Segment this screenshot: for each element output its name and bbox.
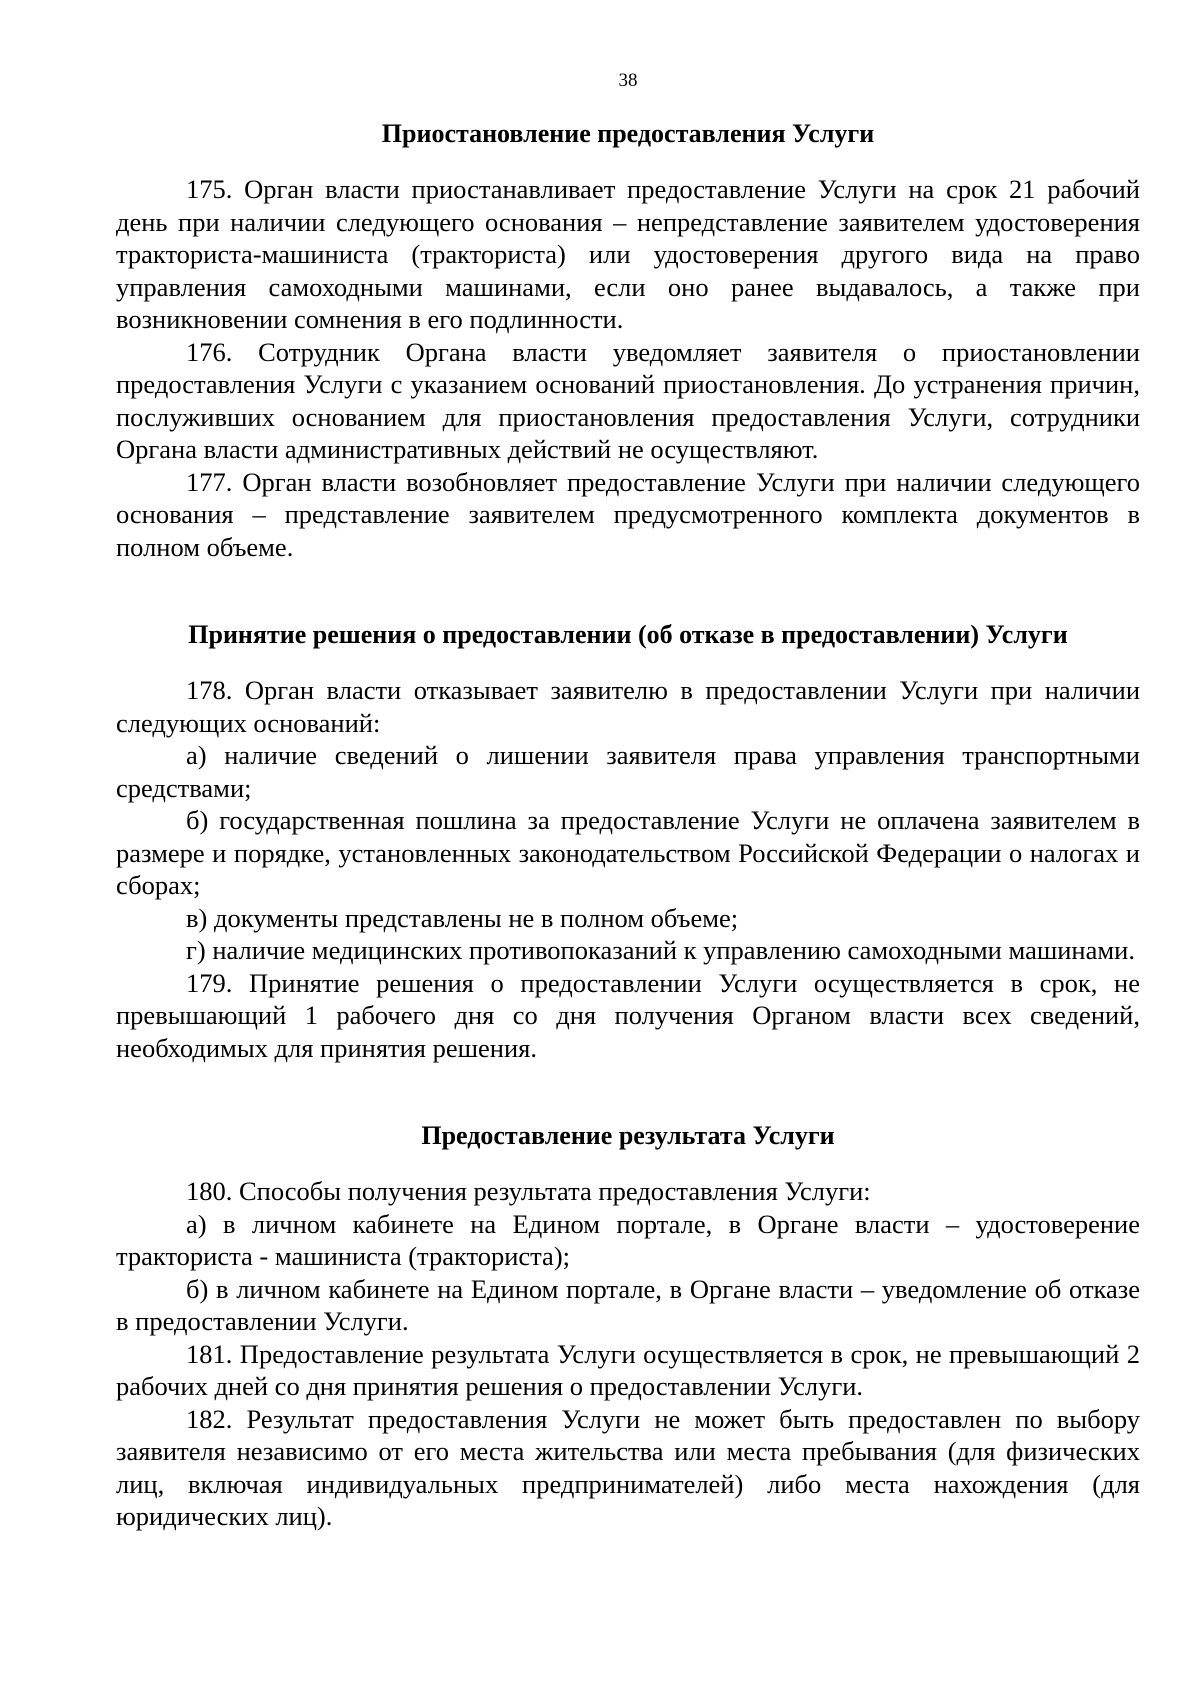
paragraph-182: 182. Результат предоставления Услуги не может быть предоставлен по выбору заявителя независимо от его места жительства или места пребывания (для физических лиц, включая индивидуальных предпринимателей) либо места нахождения (для юридических лиц).	[116, 1403, 1140, 1531]
paragraph-180-b: б) в личном кабинете на Едином портале, в Органе власти – уведомление об отказе в предоставлении Услуги.	[116, 1273, 1140, 1336]
paragraph-177: 177. Орган власти возобновляет предоставление Услуги при наличии следующего основания – представление заявителем предусмотренного комплекта документов в полном объеме.	[116, 466, 1140, 562]
paragraph-178-b: б) государственная пошлина за предоставление Услуги не оплачена заявителем в размере и порядке, установленных законодательством Российской Федерации о налогах и сборах;	[116, 805, 1140, 900]
section-heading-suspension: Приостановление предоставления Услуги	[381, 119, 875, 148]
paragraph-180: 180. Способы получения результата предоставления Услуги:	[186, 1176, 871, 1206]
page-number: 38	[618, 70, 638, 91]
paragraph-176: 176. Сотрудник Органа власти уведомляет заявителя о приостановлении предоставления Услуги с указанием оснований приостановления. До устранения причин, послуживших основанием для приостановления предоставления Услуги, сотрудники Органа власти административных действий не осуществляют.	[116, 336, 1140, 464]
paragraph-181: 181. Предоставление результата Услуги осуществляется в срок, не превышающий 2 рабочих дней со дня принятия решения о предоставлении Услуги.	[116, 1338, 1140, 1401]
paragraph-180-a: а) в личном кабинете на Едином портале, в Органе власти – удостоверение тракториста - машиниста (тракториста);	[116, 1208, 1140, 1271]
paragraph-175: 175. Орган власти приостанавливает предоставление Услуги на срок 21 рабочий день при наличии следующего основания – непредставление заявителем удостоверения тракториста-машиниста (тракториста) или удостоверения другого вида на право управления самоходными машинами, если оно ранее выдавалось, а также при возникновении сомнения в его подлинности.	[116, 174, 1140, 334]
paragraph-178-v: в) документы представлены не в полном объеме;	[186, 902, 739, 933]
paragraph-178: 178. Орган власти отказывает заявителю в предоставлении Услуги при наличии следующих оснований:	[116, 675, 1140, 738]
section-heading-result: Предоставление результата Услуги	[421, 1121, 835, 1150]
paragraph-178-g: г) наличие медицинских противопоказаний к управлению самоходными машинами.	[186, 935, 1135, 965]
section-heading-decision: Принятие решения о предоставлении (об отказе в предоставлении) Услуги	[188, 620, 1068, 649]
paragraph-178-a: а) наличие сведений о лишении заявителя права управления транспортными средствами;	[116, 740, 1140, 803]
paragraph-179: 179. Принятие решения о предоставлении Услуги осуществляется в срок, не превышающий 1 рабочего дня со дня получения Органом власти всех сведений, необходимых для принятия решения.	[116, 967, 1140, 1063]
